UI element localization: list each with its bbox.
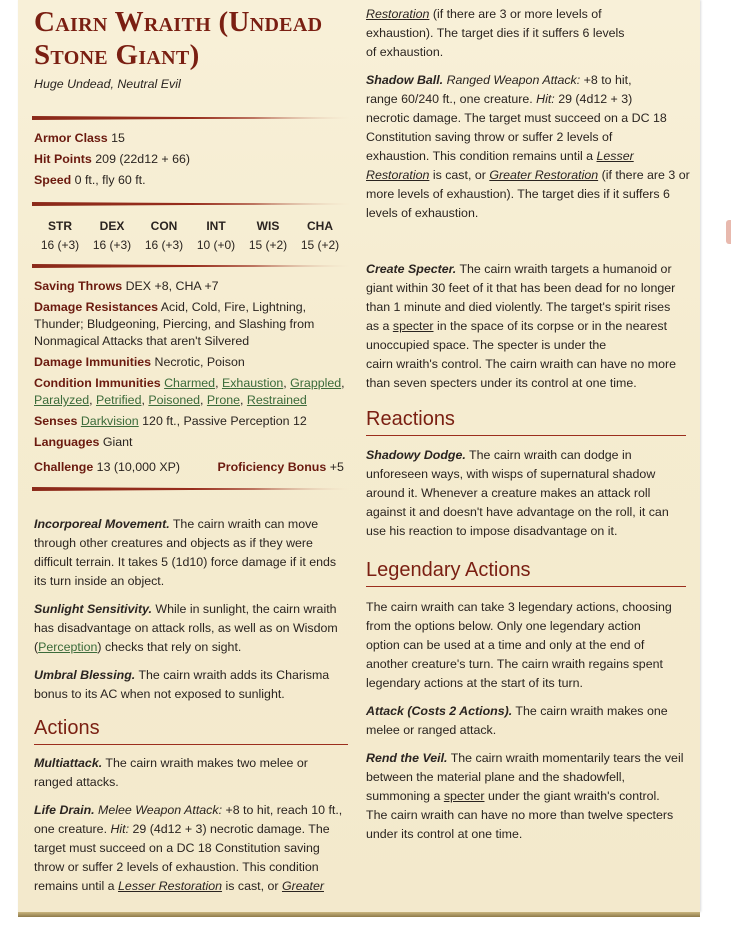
trait-incorporeal: Incorporeal Movement. The cairn wraith can move through other creatures and objects as if they were difficult terrain. It takes 5 (1d10) force damage if it ends its turn inside an object. — [34, 517, 337, 588]
right-column — [366, 0, 690, 844]
skill-link[interactable]: Perception — [38, 640, 98, 654]
legendary-intro: The cairn wraith can take 3 legendary actions, choosing from the options below. Only one legendary action option can be used at a time and only at the end of another creature's turn. The cairn wraith regains spent legendary actions at the start of its turn. — [366, 600, 672, 690]
condition-link[interactable]: Grappled — [290, 376, 342, 390]
condition-link[interactable]: Prone — [206, 393, 240, 407]
spell-link[interactable]: Greater — [281, 879, 324, 893]
ability-scores — [34, 217, 346, 255]
page-bottom-border — [18, 912, 700, 917]
heading-rule — [366, 586, 686, 587]
reaction-shadowy-dodge: Shadowy Dodge. The cairn wraith can dodge in unforeseen ways, with wisps of supernatural shadow around it. Whenever a creature makes an attack roll against it and doesn't have advantage on the roll, it can use his reaction to impose disadvantage on it. — [366, 448, 669, 538]
divider — [32, 264, 350, 268]
action-shadow-ball: Shadow Ball. Ranged Weapon Attack: +8 to hit, range 60/240 ft., one creature. Hit: 29 (4d12 + 3) necrotic damage. The target must succeed on a DC 18 Constitution saving throw or suffer 2 levels of exhaustion. This condition remains until a Lesser Restoration is cast, or Greater Restoration (if there are 3 or more levels of exhaustion). The target dies if it suffers 6 levels of exhaustion. — [366, 73, 690, 220]
action-multiattack: Multiattack. The cairn wraith makes two melee or ranged attacks. — [34, 756, 308, 789]
ability-dex: DEX 16 (+3) — [92, 219, 132, 252]
trait-sunlight: Sunlight Sensitivity. While in sunlight, the cairn wraith has disadvantage on attack rolls, as well as on Wisdom (Perception) checks that rely on sight. — [34, 602, 338, 654]
legendary-attack: Attack (Costs 2 Actions). The cairn wraith makes one melee or ranged attack. — [366, 704, 668, 737]
actions-heading: Actions — [34, 717, 100, 739]
condition-link[interactable]: Poisoned — [148, 393, 201, 407]
ability-cha: CHA 15 (+2) — [300, 219, 340, 252]
spell-link[interactable]: Lesser Restoration — [118, 879, 223, 893]
armor-class: 15 — [111, 131, 125, 145]
properties: Saving Throws DEX +8, CHA +7 Damage Resistances Acid, Cold, Fire, Lightning, Thunder; Bludgeoning, Piercing, and Slashing from Nonmagical Attacks that aren't Silvered Damage Immunities Necrotic, Poison Condition Immunities Charmed, Exhaustion, Grappled, Paralyzed, Petrified, Poisoned, Prone, Restrained Senses Darkvision 120 ft., Passive Perception 12 Languages Giant Challenge 13 (10,000 XP) Proficiency Bonus +5 — [34, 279, 345, 474]
monster-type: Huge Undead, Neutral Evil — [34, 77, 181, 91]
creature-link[interactable]: specter — [392, 319, 434, 333]
spell-link[interactable]: Greater Restoration — [489, 168, 599, 182]
divider — [32, 202, 350, 206]
scroll-edge-marker — [726, 220, 731, 244]
ability-wis: WIS 15 (+2) — [248, 219, 288, 252]
condition-link[interactable]: Petrified — [96, 393, 142, 407]
divider — [32, 487, 350, 491]
ability-str: STR 16 (+3) — [40, 219, 80, 252]
speed: 0 ft., fly 60 ft. — [74, 173, 146, 187]
heading-rule — [34, 744, 348, 745]
reactions-heading: Reactions — [366, 408, 455, 430]
spell-link[interactable]: Restoration — [366, 7, 430, 21]
condition-link[interactable]: Charmed — [164, 376, 216, 390]
core-stats: Armor Class 15 Hit Points 209 (22d12 + 66) Speed 0 ft., fly 60 ft. — [34, 131, 191, 187]
heading-rule — [366, 435, 686, 436]
left-column — [34, 0, 348, 896]
condition-link[interactable]: Paralyzed — [34, 393, 90, 407]
condition-link[interactable]: Restrained — [246, 393, 307, 407]
condition-link[interactable]: Exhaustion — [221, 376, 284, 390]
ability-int: INT 10 (+0) — [196, 219, 236, 252]
action-life-drain-cont: Restoration (if there are 3 or more levels of exhaustion). The target dies if it suffers 6 levels of exhaustion. — [366, 7, 625, 59]
ability-con: CON 16 (+3) — [144, 219, 184, 252]
creature-link[interactable]: specter — [443, 789, 485, 803]
trait-umbral: Umbral Blessing. The cairn wraith adds its Charisma bonus to its AC when not exposed to sunlight. — [34, 668, 330, 701]
action-create-specter: Create Specter. The cairn wraith targets a humanoid or giant within 30 feet of it that has been dead for no longer than 1 minute and died violently. The target's spirit rises as a specter in the space of its corpse or in the nearest unoccupied space. The specter is under the cairn wraith's control. The cairn wraith can have no more than seven specters under its control at one time. — [366, 262, 676, 390]
sense-link[interactable]: Darkvision — [80, 414, 139, 428]
spell-link[interactable]: Lesser — [596, 149, 634, 163]
legendary-heading: Legendary Actions — [366, 559, 531, 581]
action-life-drain: Life Drain. Melee Weapon Attack: +8 to hit, reach 10 ft., one creature. Hit: 29 (4d12 + 3) necrotic damage. The target must succeed on a DC 18 Constitution saving throw or suffer 2 levels of exhaustion. This condition remains until a Lesser Restoration is cast, or Greater — [34, 803, 343, 893]
spell-link[interactable]: Restoration — [366, 168, 430, 182]
legendary-rend-the-veil: Rend the Veil. The cairn wraith momentarily tears the veil between the material plane and the shadowfell, summoning a specter under the giant wraith's control. The cairn wraith can have no more than twelve specters under its control at one time. — [366, 751, 684, 841]
divider — [32, 116, 350, 120]
hit-points: 209 (22d12 + 66) — [95, 152, 191, 166]
monster-name: Cairn Wraith (Undead Stone Giant) — [34, 6, 323, 71]
